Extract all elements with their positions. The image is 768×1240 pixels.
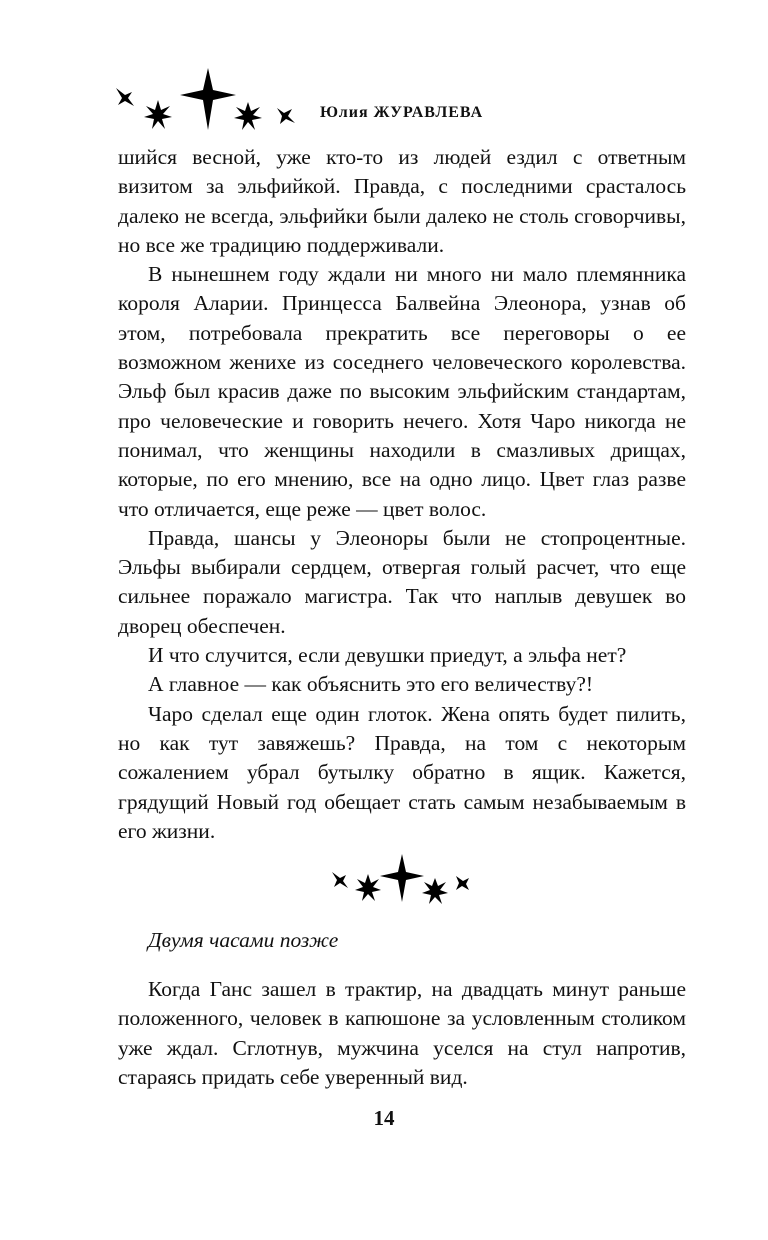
paragraph: А главное — как объяснить это его величеству?! — [148, 672, 594, 697]
paragraph: шийся весной, уже кто-то из людей ездил с ответным визитом за эльфийкой. Правда, с последними срасталось далеко не всегда, эльфийки были далеко не столь сговорчивы, но все же традицию поддерживали. — [118, 145, 686, 257]
section-heading: Двумя часами позже — [148, 928, 339, 952]
stars-divider-icon — [330, 852, 470, 908]
running-header — [112, 68, 672, 132]
paragraph: Правда, шансы у Элеоноры были не стопроцентные. Эльфы выбирали сердцем, отвергая голый расчет, что еще сильнее поражало магистра. Так что наплыв девушек во дворец обеспечен. — [118, 525, 686, 638]
paragraph: В нынешнем году ждали ни много ни мало племянника короля Аларии. Принцесса Балвейна Элеонора, узнав об этом, потребовала прекратить все переговоры о ее возможном женихе из соседнего человеческого королевства. Эльф был красив даже по высоким эльфийским стандартам, про человеческие и говорить нечего. Хотя Чаро никогда не понимал, что женщины находили в смазливых дрищах, которые, по его мнению, все на одно лицо. Цвет глаз разве что отличается, еще реже — цвет волос. — [118, 262, 686, 521]
paragraph: Чаро сделал еще один глоток. Жена опять будет пилить, но как тут завяжешь? Правда, на том с некоторым сожалением убрал бутылку обратно в ящик. Кажется, грядущий Новый год обещает стать самым незабываемым в его жизни. — [118, 701, 686, 843]
paragraph: И что случится, если девушки приедут, а эльфа нет? — [148, 643, 627, 668]
author-name: Юлия ЖУРАВЛЕВА — [320, 104, 484, 121]
section-body-text — [118, 975, 686, 1092]
page-number: 14 — [373, 1106, 395, 1130]
body-text — [118, 143, 686, 846]
stars-ornament-icon — [112, 68, 312, 132]
paragraph: Когда Ганс зашел в трактир, на двадцать минут раньше положенного, человек в капюшоне за условленным столиком уже ждал. Сглотнув, мужчина уселся на стул напротив, стараясь придать себе уверенный вид. — [118, 977, 686, 1089]
